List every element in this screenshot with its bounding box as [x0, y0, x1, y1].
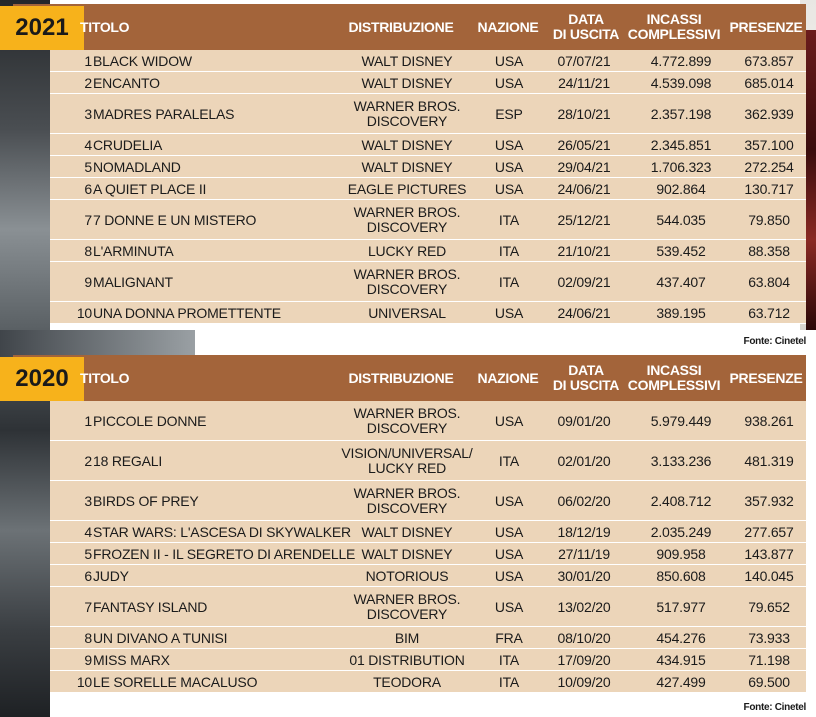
release-date-cell: 21/10/21: [557, 242, 611, 259]
distributor-line1: WALT DISNEY: [361, 158, 453, 175]
distributor-line1: WARNER BROS.: [353, 405, 461, 421]
distributor-text: [362, 525, 453, 540]
nation-cell: USA: [494, 158, 524, 175]
distributor-cell: [333, 178, 481, 200]
distributor-cell: [333, 240, 481, 262]
column-header-incassi-text: [628, 12, 720, 42]
table-row: [50, 401, 806, 441]
gross-cell: 544.035: [656, 211, 706, 228]
title-cell: FANTASY ISLAND: [93, 598, 208, 615]
nation-cell: ESP: [495, 105, 523, 122]
nation-cell: USA: [494, 598, 524, 615]
table-row: [50, 72, 806, 94]
admissions-cell: 481.319: [744, 452, 794, 469]
nation-cell: ITA: [498, 211, 520, 228]
distributor-cell: [333, 441, 481, 481]
table-row: [50, 156, 806, 178]
distributor-line2: DISCOVERY: [366, 219, 448, 235]
column-header-data-text: [553, 12, 619, 42]
column-header-nazione: NAZIONE: [477, 18, 539, 35]
distributor-text: [368, 306, 446, 321]
table-row: [50, 240, 806, 262]
title-cell: PICCOLE DONNE: [93, 412, 207, 429]
title-cell: MALIGNANT: [93, 273, 173, 290]
release-date-cell: 02/09/21: [557, 273, 611, 290]
gross-cell: 5.979.449: [650, 412, 712, 429]
rank-cell: 10: [76, 304, 92, 321]
nation-cell: USA: [494, 304, 524, 321]
distributor-text: [354, 592, 461, 622]
gross-cell: 2.408.712: [650, 492, 712, 509]
rank-cell: 3: [84, 492, 92, 509]
distributor-text: [362, 54, 453, 69]
table-row: [50, 178, 806, 200]
title-cell: FROZEN II - IL SEGRETO DI ARENDELLE: [93, 545, 356, 562]
release-date-cell: 09/01/20: [557, 412, 611, 429]
distributor-cell: [333, 543, 481, 565]
rank-cell: 8: [84, 629, 92, 646]
table-row: [50, 649, 806, 671]
gross-cell: 4.772.899: [650, 52, 712, 69]
admissions-cell: 685.014: [744, 74, 794, 91]
distributor-line1: WARNER BROS.: [353, 204, 461, 220]
title-cell: LE SORELLE MACALUSO: [93, 673, 258, 690]
admissions-cell: 79.652: [748, 598, 790, 615]
distributor-line1: WALT DISNEY: [361, 136, 453, 153]
rank-cell: 2: [84, 74, 92, 91]
release-date-cell: 02/01/20: [557, 452, 611, 469]
column-header-data-line1: DATA: [568, 362, 604, 378]
distributor-text: [368, 244, 446, 259]
rank-cell: 4: [84, 523, 92, 540]
distributor-text: [354, 486, 461, 516]
distributor-text: [348, 182, 467, 197]
distributor-line2: DISCOVERY: [366, 500, 448, 516]
release-date-cell: 28/10/21: [557, 105, 611, 122]
nation-cell: USA: [494, 492, 524, 509]
table-row: [50, 627, 806, 649]
column-header-data: [546, 355, 626, 401]
column-header-incassi-line1: INCASSI: [646, 11, 702, 27]
release-date-cell: 30/01/20: [557, 567, 611, 584]
title-cell: UNA DONNA PROMETTENTE: [93, 304, 281, 321]
distributor-line1: NOTORIOUS: [365, 567, 449, 584]
title-cell: UN DIVANO A TUNISI: [93, 629, 228, 646]
distributor-cell: [333, 200, 481, 240]
column-header-data-line1: DATA: [568, 11, 604, 27]
admissions-cell: 143.877: [744, 545, 794, 562]
nation-cell: USA: [494, 136, 524, 153]
admissions-cell: 71.198: [748, 651, 790, 668]
column-header-distribuzione: DISTRIBUZIONE: [348, 18, 454, 35]
column-header-incassi-line2: COMPLESSIVI: [627, 377, 721, 393]
admissions-cell: 130.717: [744, 180, 794, 197]
distributor-line1: WALT DISNEY: [361, 523, 453, 540]
admissions-cell: 272.254: [744, 158, 794, 175]
rank-cell: 2: [84, 452, 92, 469]
admissions-cell: 88.358: [748, 242, 790, 259]
distributor-cell: [333, 521, 481, 543]
title-cell: BLACK WIDOW: [93, 52, 192, 69]
nation-cell: USA: [494, 412, 524, 429]
gross-cell: 909.958: [656, 545, 706, 562]
admissions-cell: 357.100: [744, 136, 794, 153]
gross-cell: 2.345.851: [650, 136, 712, 153]
distributor-text: [366, 569, 449, 584]
distributor-line1: WALT DISNEY: [361, 74, 453, 91]
gross-cell: 427.499: [656, 673, 706, 690]
column-header-data: [546, 4, 626, 50]
rank-cell: 5: [84, 158, 92, 175]
rank-cell: 6: [84, 567, 92, 584]
distributor-line1: EAGLE PICTURES: [347, 180, 467, 197]
gross-cell: 3.133.236: [650, 452, 712, 469]
release-date-cell: 27/11/19: [558, 545, 610, 562]
admissions-cell: 673.857: [744, 52, 794, 69]
nation-cell: USA: [494, 523, 524, 540]
row-divider: [50, 323, 806, 324]
year-badge: 2020: [0, 357, 84, 401]
table-body: [50, 401, 806, 693]
gross-cell: 850.608: [656, 567, 706, 584]
gross-cell: 2.035.249: [650, 523, 712, 540]
distributor-text: [362, 547, 453, 562]
title-cell: 7 DONNE E UN MISTERO: [93, 211, 257, 228]
column-header-nazione: NAZIONE: [477, 369, 539, 386]
distributor-line1: LUCKY RED: [367, 242, 447, 259]
column-header-data-line2: DI USCITA: [552, 26, 620, 42]
distributor-line2: DISCOVERY: [366, 606, 448, 622]
nation-cell: USA: [494, 74, 524, 91]
distributor-text: [373, 675, 441, 690]
column-header-titolo: TITOLO: [80, 18, 130, 35]
nation-cell: ITA: [498, 242, 520, 259]
release-date-cell: 29/04/21: [557, 158, 611, 175]
column-header-incassi-text: [628, 363, 720, 393]
admissions-cell: 277.657: [744, 523, 794, 540]
rank-cell: 1: [84, 52, 92, 69]
distributor-line2: LUCKY RED: [367, 460, 447, 476]
table-row: [50, 302, 806, 324]
gross-cell: 517.977: [656, 598, 706, 615]
distributor-line1: TEODORA: [373, 673, 441, 690]
distributor-text: [354, 267, 461, 297]
release-date-cell: 18/12/19: [557, 523, 611, 540]
distributor-text: [395, 631, 419, 646]
column-header-presenze: PRESENZE: [729, 18, 803, 35]
distributor-text: [341, 446, 472, 476]
table-row: [50, 94, 806, 134]
nation-cell: USA: [494, 567, 524, 584]
column-header-incassi: [624, 355, 724, 401]
distributor-cell: [333, 565, 481, 587]
admissions-cell: 69.500: [748, 673, 790, 690]
distributor-cell: [333, 481, 481, 521]
nation-cell: USA: [494, 180, 524, 197]
distributor-line2: DISCOVERY: [366, 420, 448, 436]
gross-cell: 454.276: [656, 629, 706, 646]
distributor-line1: 01 DISTRIBUTION: [349, 651, 465, 668]
table-row: [50, 200, 806, 240]
table-body: [50, 50, 806, 324]
year-badge: 2021: [0, 6, 84, 50]
admissions-cell: 79.850: [748, 211, 790, 228]
nation-cell: ITA: [498, 452, 520, 469]
column-header-incassi-line1: INCASSI: [646, 362, 702, 378]
distributor-cell: [333, 262, 481, 302]
gross-cell: 4.539.098: [650, 74, 712, 91]
nation-cell: ITA: [498, 673, 520, 690]
distributor-line2: DISCOVERY: [366, 281, 448, 297]
distributor-line2: DISCOVERY: [366, 113, 448, 129]
column-header-titolo: TITOLO: [80, 369, 130, 386]
distributor-cell: [333, 94, 481, 134]
distributor-cell: [333, 587, 481, 627]
column-header-incassi-line2: COMPLESSIVI: [627, 26, 721, 42]
rank-cell: 3: [84, 105, 92, 122]
distributor-line1: WARNER BROS.: [353, 98, 461, 114]
source-note: Fonte: Cinetel: [743, 702, 806, 713]
table-0: [0, 4, 816, 324]
table-row: [50, 671, 806, 693]
title-cell: L'ARMINUTA: [93, 242, 174, 259]
row-divider: [50, 692, 806, 693]
nation-cell: USA: [494, 52, 524, 69]
distributor-line1: WARNER BROS.: [353, 266, 461, 282]
gross-cell: 2.357.198: [650, 105, 712, 122]
gross-cell: 539.452: [656, 242, 706, 259]
distributor-cell: [333, 50, 481, 72]
distributor-line1: WARNER BROS.: [353, 485, 461, 501]
distributor-line1: WARNER BROS.: [353, 591, 461, 607]
admissions-cell: 73.933: [748, 629, 790, 646]
admissions-cell: 938.261: [744, 412, 794, 429]
distributor-text: [354, 406, 461, 436]
admissions-cell: 140.045: [744, 567, 794, 584]
distributor-text: [354, 205, 461, 235]
release-date-cell: 13/02/20: [557, 598, 611, 615]
release-date-cell: 10/09/20: [557, 673, 611, 690]
nation-cell: USA: [494, 545, 524, 562]
admissions-cell: 63.712: [748, 304, 790, 321]
distributor-line1: VISION/UNIVERSAL/: [341, 445, 473, 461]
distributor-cell: [333, 671, 481, 693]
release-date-cell: 24/06/21: [557, 304, 611, 321]
gross-cell: 1.706.323: [650, 158, 712, 175]
gross-cell: 902.864: [656, 180, 706, 197]
rank-cell: 6: [84, 180, 92, 197]
release-date-cell: 25/12/21: [557, 211, 611, 228]
title-cell: NOMADLAND: [93, 158, 181, 175]
title-cell: 18 REGALI: [93, 452, 163, 469]
release-date-cell: 06/02/20: [557, 492, 611, 509]
title-cell: A QUIET PLACE II: [93, 180, 207, 197]
rank-cell: 7: [84, 598, 92, 615]
release-date-cell: 07/07/21: [557, 52, 611, 69]
table-row: [50, 134, 806, 156]
admissions-cell: 362.939: [744, 105, 794, 122]
distributor-cell: [333, 72, 481, 94]
source-note: Fonte: Cinetel: [743, 336, 806, 347]
title-cell: STAR WARS: L'ASCESA DI SKYWALKER: [93, 523, 351, 540]
distributor-cell: [333, 156, 481, 178]
column-header-data-text: [553, 363, 619, 393]
column-header-incassi: [624, 4, 724, 50]
nation-cell: FRA: [495, 629, 523, 646]
table-1: [0, 355, 816, 693]
table-row: [50, 565, 806, 587]
distributor-line1: UNIVERSAL: [368, 304, 446, 321]
distributor-cell: [333, 627, 481, 649]
gross-cell: 389.195: [656, 304, 706, 321]
title-cell: BIRDS OF PREY: [93, 492, 199, 509]
admissions-cell: 357.932: [744, 492, 794, 509]
distributor-text: [362, 76, 453, 91]
release-date-cell: 24/11/21: [558, 74, 610, 91]
rank-cell: 9: [84, 651, 92, 668]
rank-cell: 8: [84, 242, 92, 259]
table-row: [50, 587, 806, 627]
title-cell: MISS MARX: [93, 651, 170, 668]
rank-cell: 1: [84, 412, 92, 429]
release-date-cell: 26/05/21: [557, 136, 611, 153]
rank-cell: 5: [84, 545, 92, 562]
distributor-cell: [333, 649, 481, 671]
gross-cell: 437.407: [656, 273, 706, 290]
table-row: [50, 50, 806, 72]
distributor-text: [362, 160, 453, 175]
release-date-cell: 17/09/20: [557, 651, 611, 668]
table-row: [50, 441, 806, 481]
title-cell: JUDY: [93, 567, 129, 584]
column-header-data-line2: DI USCITA: [552, 377, 620, 393]
nation-cell: ITA: [498, 651, 520, 668]
distributor-cell: [333, 401, 481, 441]
admissions-cell: 63.804: [748, 273, 790, 290]
column-header-presenze: PRESENZE: [729, 369, 803, 386]
rank-cell: 7: [84, 211, 92, 228]
title-cell: ENCANTO: [93, 74, 160, 91]
column-header-distribuzione: DISTRIBUZIONE: [348, 369, 454, 386]
distributor-cell: [333, 134, 481, 156]
rank-cell: 4: [84, 136, 92, 153]
title-cell: MADRES PARALELAS: [93, 105, 235, 122]
rank-cell: 9: [84, 273, 92, 290]
table-row: [50, 481, 806, 521]
table-row: [50, 521, 806, 543]
table-row: [50, 262, 806, 302]
distributor-text: [349, 653, 464, 668]
distributor-text: [354, 99, 461, 129]
gross-cell: 434.915: [656, 651, 706, 668]
distributor-line1: WALT DISNEY: [361, 545, 453, 562]
title-cell: CRUDELIA: [93, 136, 163, 153]
distributor-line1: BIM: [394, 629, 420, 646]
distributor-line1: WALT DISNEY: [361, 52, 453, 69]
nation-cell: ITA: [498, 273, 520, 290]
table-row: [50, 543, 806, 565]
distributor-text: [362, 138, 453, 153]
release-date-cell: 08/10/20: [557, 629, 611, 646]
rank-cell: 10: [76, 673, 92, 690]
release-date-cell: 24/06/21: [557, 180, 611, 197]
distributor-cell: [333, 302, 481, 324]
